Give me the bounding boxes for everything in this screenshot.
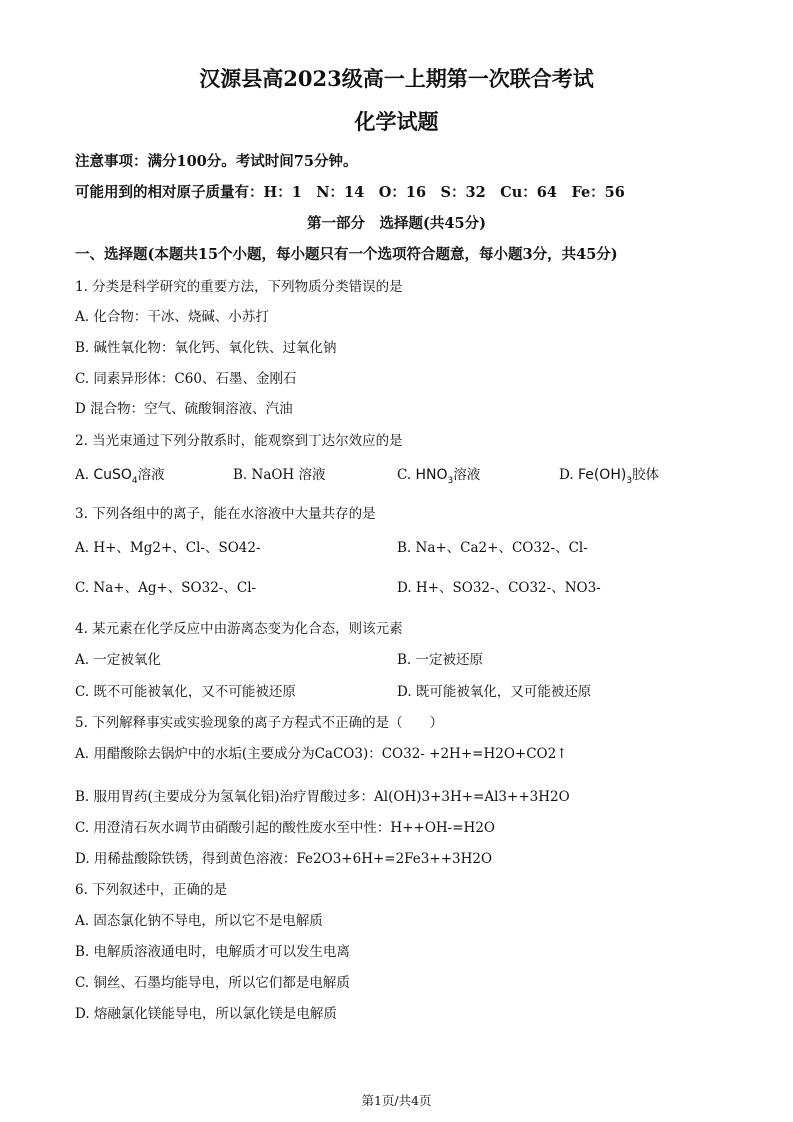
exam-title: 汉源县高2023级高一上期第一次联合考试 <box>199 66 594 91</box>
exam-subtitle: 化学试题 <box>354 109 439 134</box>
q4-stem: 4. 某元素在化学反应中由游离态变为化合态，则该元素 <box>75 621 403 637</box>
q3-stem: 3. 下列各组中的离子，能在水溶液中大量共存的是 <box>75 506 376 522</box>
q3-option-a: A. H+、Mg2+、Cl-、SO42- <box>75 540 261 556</box>
q4-option-b: B. 一定被还原 <box>397 652 484 668</box>
page-number: 第1页/共4页 <box>361 1093 432 1108</box>
q6-stem: 6. 下列叙述中，正确的是 <box>75 882 228 898</box>
notes-line-2: 可能用到的相对原子质量有：H：1 N：14 O：16 S：32 Cu：64 Fe：56 <box>75 184 625 201</box>
q2-option-d <box>559 463 660 486</box>
section-heading: 一、选择题(本题共15个小题，每小题只有一个选项符合题意，每小题3分，共45分) <box>75 246 618 263</box>
q2-a-label: A. <box>75 467 90 483</box>
q2-option-c <box>397 463 481 486</box>
q1-option-a: A. 化合物：干冰、烧碱、小苏打 <box>75 309 269 325</box>
q2-stem: 2. 当光束通过下列分散系时，能观察到丁达尔效应的是 <box>75 433 403 449</box>
q2-d-formula: $Fe(OH)_3$ <box>577 467 633 486</box>
q1-option-d: D 混合物：空气、硫酸铜溶液、汽油 <box>75 401 293 417</box>
q6-option-b: B. 电解质溶液通电时，电解质才可以发生电离 <box>75 944 351 960</box>
q6-option-d: D. 熔融氯化镁能导电，所以氯化镁是电解质 <box>75 1006 337 1022</box>
q1-option-b: B. 碱性氧化物：氧化钙、氧化铁、过氧化钠 <box>75 340 337 356</box>
q5-option-c: C. 用澄清石灰水调节由硝酸引起的酸性废水至中性：H++OH-=H2O <box>75 820 495 836</box>
q3-option-d: D. H+、SO32-、CO32-、NO3- <box>397 580 601 596</box>
q2-option-b: B. NaOH 溶液 <box>233 467 326 483</box>
q2-d-text: 胶体 <box>632 467 660 483</box>
part-title: 第一部分 选择题(共45分) <box>307 215 486 232</box>
q2-d-label: D. <box>559 467 574 483</box>
q5-option-d: D. 用稀盐酸除铁锈，得到黄色溶液：Fe2O3+6H+=2Fe3++3H2O <box>75 851 493 867</box>
notes-line-1: 注意事项：满分100分。考试时间75分钟。 <box>75 153 358 170</box>
q3-option-b: B. Na+、Ca2+、CO32-、Cl- <box>397 540 588 556</box>
q4-option-a: A. 一定被氧化 <box>75 652 161 668</box>
q2-option-a <box>75 463 165 486</box>
q4-option-d: D. 既可能被氧化，又可能被还原 <box>397 684 592 700</box>
q2-c-formula: $HNO_3$ <box>415 467 454 486</box>
q2-a-formula: CuSO$_4$ <box>93 467 138 486</box>
q6-option-a: A. 固态氯化钠不导电，所以它不是电解质 <box>75 913 323 929</box>
q2-c-label: C. <box>397 467 412 483</box>
q4-option-c: C. 既不可能被氧化，又不可能被还原 <box>75 684 296 700</box>
q2-a-text: 溶液 <box>137 467 165 483</box>
q5-stem: 5. 下列解释事实或实验现象的离子方程式不正确的是（ ） <box>75 715 444 731</box>
q1-option-c: C. 同素异形体：C60、石墨、金刚石 <box>75 371 297 387</box>
q2-c-text: 溶液 <box>453 467 481 483</box>
q5-option-a: A. 用醋酸除去锅炉中的水垢(主要成分为CaCO3)：CO32- +2H+=H2O+CO2↑ <box>75 746 568 762</box>
q1-stem: 1. 分类是科学研究的重要方法，下列物质分类错误的是 <box>75 279 403 295</box>
q3-option-c: C. Na+、Ag+、SO32-、Cl- <box>75 580 257 596</box>
q5-option-b: B. 服用胃药(主要成分为氢氧化铝)治疗胃酸过多：Al(OH)3+3H+=Al3++3H2O <box>75 789 570 805</box>
q6-option-c: C. 铜丝、石墨均能导电，所以它们都是电解质 <box>75 975 350 991</box>
